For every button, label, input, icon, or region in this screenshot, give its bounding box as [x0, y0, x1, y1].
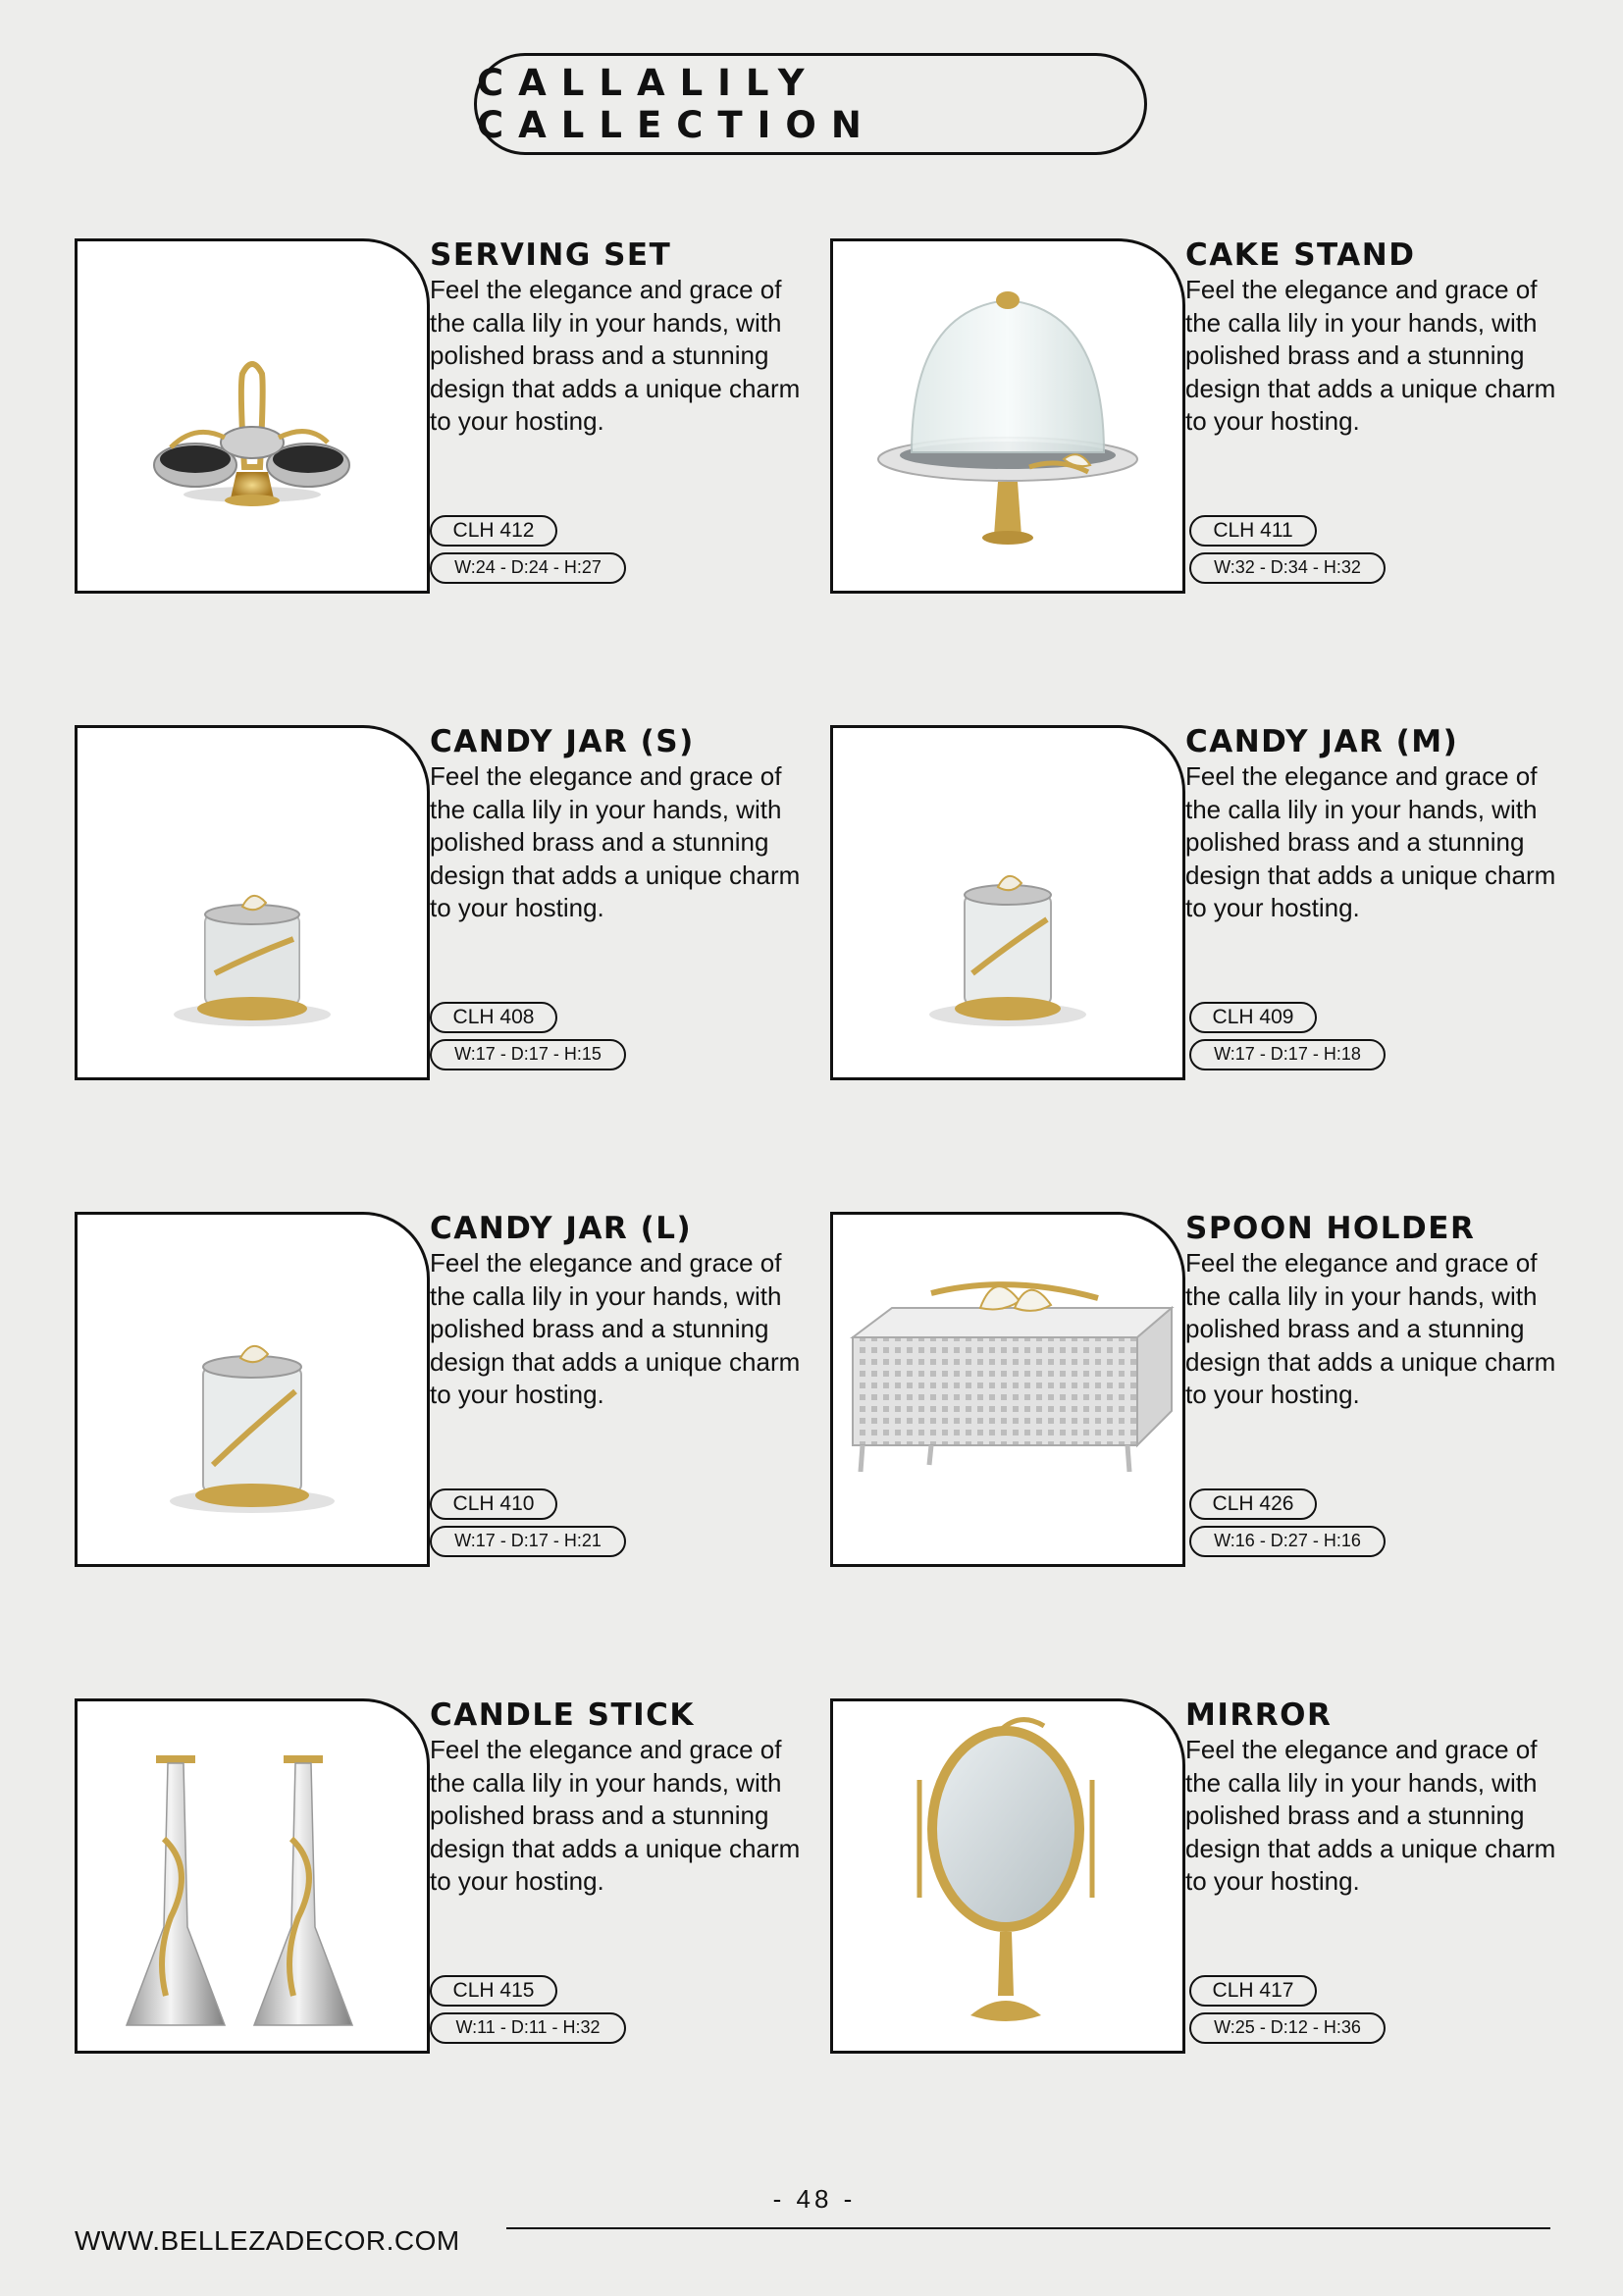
product-dimensions-badge: W:16 - D:27 - H:16: [1189, 1526, 1386, 1557]
product-code-badge: CLH 412: [430, 515, 557, 547]
product-description: Feel the elegance and grace of the calla lily in your hands, with polished brass and a stunning design that adds a unique charm to your hosting.: [1185, 275, 1556, 437]
candy-jar-s-info: [430, 725, 803, 925]
spoon-holder-info: [1185, 1212, 1558, 1412]
product-code-badge: CLH 415: [430, 1975, 557, 2007]
product-code-badge: CLH 417: [1189, 1975, 1317, 2007]
product-code-badge: CLH 426: [1189, 1488, 1317, 1520]
product-name: CANDY JAR (M): [1185, 724, 1459, 759]
product-description: Feel the elegance and grace of the calla lily in your hands, with polished brass and a stunning design that adds a unique charm to your hosting.: [430, 761, 801, 923]
product-name: CANDY JAR (L): [430, 1211, 693, 1246]
product-name: CAKE STAND: [1185, 237, 1416, 273]
product-dimensions-badge: W:24 - D:24 - H:27: [430, 552, 626, 584]
product-name: SERVING SET: [430, 237, 672, 273]
page-number: - 48 -: [772, 2184, 857, 2214]
product-card-candy-jar-s: [75, 725, 805, 1078]
product-card-serving-set: [75, 238, 805, 592]
product-description: Feel the elegance and grace of the calla lily in your hands, with polished brass and a stunning design that adds a unique charm to your hosting.: [430, 1248, 801, 1410]
product-code-badge: CLH 410: [430, 1488, 557, 1520]
product-dimensions-badge: W:17 - D:17 - H:21: [430, 1526, 626, 1557]
product-description: Feel the elegance and grace of the calla lily in your hands, with polished brass and a stunning design that adds a unique charm to your hosting.: [1185, 1735, 1556, 1897]
product-name: SPOON HOLDER: [1185, 1211, 1476, 1246]
product-card-candy-jar-l: [75, 1212, 805, 1565]
serving-set-image: [75, 238, 430, 594]
product-description: Feel the elegance and grace of the calla lily in your hands, with polished brass and a stunning design that adds a unique charm to your hosting.: [430, 1735, 801, 1897]
candy-jar-l-info: [430, 1212, 803, 1412]
product-dimensions-badge: W:11 - D:11 - H:32: [430, 2012, 626, 2044]
product-name: CANDY JAR (S): [430, 724, 695, 759]
collection-title-pill: [474, 53, 1147, 155]
product-dimensions-badge: W:32 - D:34 - H:32: [1189, 552, 1386, 584]
candy-jar-image: [75, 725, 430, 1080]
collection-title: CALLALILY CALLECTION: [477, 62, 876, 146]
product-card-mirror: [830, 1698, 1560, 2052]
product-code-badge: CLH 411: [1189, 515, 1317, 547]
candy-jar-image: [75, 1212, 430, 1567]
mirror-image: [830, 1698, 1185, 2054]
product-card-spoon-holder: [830, 1212, 1560, 1565]
spoon-holder-image: [830, 1212, 1185, 1567]
mirror-info: [1185, 1698, 1558, 1899]
candle-stick-info: [430, 1698, 803, 1899]
website-url: WWW.BELLEZADECOR.COM: [75, 2225, 460, 2256]
product-name: MIRROR: [1185, 1697, 1333, 1733]
footer-divider: [506, 2227, 1550, 2229]
cake-stand-image: [830, 238, 1185, 594]
serving-set-info: [430, 238, 803, 439]
product-description: Feel the elegance and grace of the calla lily in your hands, with polished brass and a stunning design that adds a unique charm to your hosting.: [1185, 761, 1556, 923]
candy-jar-image: [830, 725, 1185, 1080]
product-code-badge: CLH 408: [430, 1002, 557, 1033]
product-dimensions-badge: W:17 - D:17 - H:15: [430, 1039, 626, 1070]
candle-stick-image: [75, 1698, 430, 2054]
product-card-candy-jar-m: [830, 725, 1560, 1078]
product-dimensions-badge: W:25 - D:12 - H:36: [1189, 2012, 1386, 2044]
product-description: Feel the elegance and grace of the calla lily in your hands, with polished brass and a stunning design that adds a unique charm to your hosting.: [430, 275, 801, 437]
candy-jar-m-info: [1185, 725, 1558, 925]
product-card-candle-stick: [75, 1698, 805, 2052]
product-card-cake-stand: [830, 238, 1560, 592]
product-name: CANDLE STICK: [430, 1697, 695, 1733]
product-dimensions-badge: W:17 - D:17 - H:18: [1189, 1039, 1386, 1070]
product-description: Feel the elegance and grace of the calla lily in your hands, with polished brass and a stunning design that adds a unique charm to your hosting.: [1185, 1248, 1556, 1410]
product-code-badge: CLH 409: [1189, 1002, 1317, 1033]
cake-stand-info: [1185, 238, 1558, 439]
